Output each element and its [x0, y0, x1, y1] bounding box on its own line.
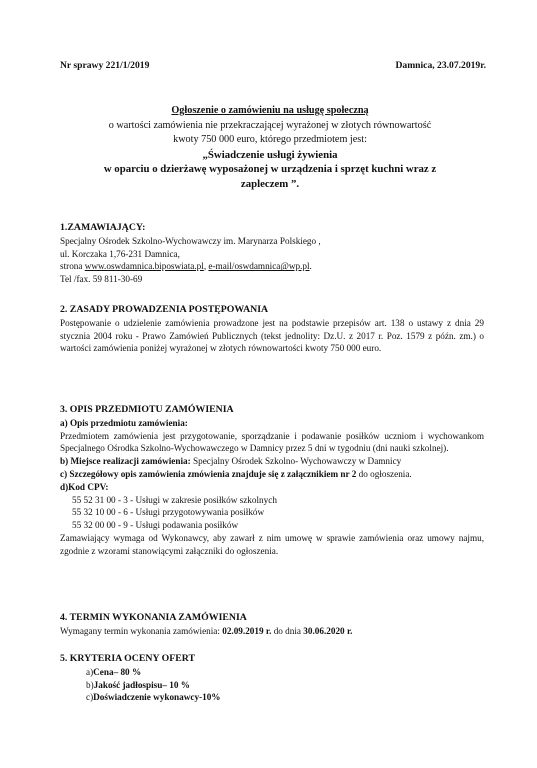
cpv-code: 55 32 10 00 - 6 - — [72, 507, 136, 518]
title-line-1: Ogłoszenie o zamówieniu na usługę społeczną — [171, 105, 369, 116]
criterion-weight: – 10 % — [162, 679, 190, 690]
term-to: 30.06.2020 r. — [303, 625, 353, 636]
criterion-prefix: a) — [86, 666, 94, 677]
execution-term — [60, 625, 484, 638]
case-number: Nr sprawy 221/1/2019 — [60, 60, 150, 71]
detailed-description — [60, 468, 484, 481]
criterion-prefix: b) — [86, 679, 94, 690]
authority-name: Specjalny Ośrodek Szkolno-Wychowawczy im. Marynarza Polskiego , — [60, 235, 321, 246]
web-end: . — [309, 261, 312, 272]
criterion-item — [60, 679, 484, 692]
place-of-execution — [60, 455, 484, 468]
criterion-weight: – 80 % — [113, 666, 142, 677]
criterion-label: Jakość jadłospisu — [93, 679, 163, 690]
criterion-prefix: c) — [86, 692, 94, 703]
section-2-heading: 2. ZASADY PROWADZENIA POSTĘPOWANIA — [60, 304, 269, 315]
title-line-2: o wartości zamówienia nie przekraczającej wyrażonej w złotych równowartość — [108, 119, 432, 131]
section-3-heading: 3. OPIS PRZEDMIOTU ZAMÓWIENIA — [60, 404, 234, 415]
announcement-title — [40, 104, 500, 192]
place-date: Damnica, 23.07.2019r. — [395, 60, 486, 71]
procedure-text: Postępowanie o udzielenie zamówienia prowadzone jest na podstawie przepisów art. 138 o ustawy z dnia 29 stycznia 2004 roku - Prawo Zamówień Publicznych (tekst jednolity: Dz.U. z 2017 r. Poz. 1579 z późn. zm.) o wartości zamówienia poniżej wyrażonej w złotych równowartości kwoty 750 000 euro. — [60, 317, 484, 354]
section-4-heading: 4. TERMIN WYKONANIA ZAMÓWIENIA — [60, 612, 247, 623]
cpv-item — [60, 519, 484, 532]
place-text: Specjalny Ośrodek Szkolno- Wychowawczy w Damnicy — [193, 456, 402, 467]
section-contracting-authority — [60, 222, 484, 286]
authority-phone: Tel /fax. 59 811-30-69 — [60, 274, 143, 285]
email-link[interactable]: e-mail/oswdamnica@wp.pl — [208, 261, 310, 272]
detailed-tail: do ogłoszenia. — [358, 468, 412, 479]
subject-text: Przedmiotem zamówienia jest przygotowanie, sporządzanie i podawanie posiłków uczniom i wychowankom Specjalnego Ośrodka Szkolno-Wychowawczego w Damnicy przez 5 dni w tygodniu (dni nauki szkolnej). — [60, 430, 484, 454]
cpv-label: d)Kod CPV: — [60, 481, 109, 492]
section-1-heading: 1.ZAMAWIAJĄCY: — [60, 222, 146, 233]
title-line-5: w oparciu o dzierżawę wyposażonej w urządzenia i sprzęt kuchni wraz z — [103, 163, 437, 176]
section-5-heading: 5. KRYTERIA OCENY OFERT — [60, 653, 196, 664]
term-prefix: Wymagany termin wykonania zamówienia: — [60, 625, 223, 636]
subject-label: a) Opis przedmiotu zamówienia: — [60, 417, 188, 428]
web-sep: , — [203, 261, 209, 272]
criterion-label: Doświadczenie wykonawcy — [93, 692, 200, 703]
cpv-desc: Usługi w zakresie posiłków szkolnych — [135, 494, 277, 505]
authority-address: ul. Korczaka 1,76-231 Damnica, — [60, 248, 180, 259]
term-from: 02.09.2019 r. — [222, 625, 272, 636]
title-line-6: zapleczem ”. — [240, 177, 300, 190]
cpv-code: 55 32 00 00 - 9 - — [72, 520, 136, 531]
criterion-weight: -10% — [199, 692, 221, 703]
cpv-desc: Usługi podawania posiłków — [135, 520, 239, 531]
contract-requirement: Zamawiający wymaga od Wykonawcy, aby zawarł z nim umowę w sprawie zamówienia oraz umowy najmu, zgodnie z wzorami stanowiącymi załączniki do ogłoszenia. — [60, 532, 484, 556]
detailed-text: c) Szczegółowy opis zamówienia zmówienia znajduje się z załącznikiem nr 2 — [60, 468, 359, 479]
cpv-item — [60, 506, 484, 519]
title-line-4: „Świadczenie usługi żywienia — [202, 148, 338, 161]
authority-web — [60, 260, 484, 273]
cpv-code: 55 52 31 00 - 3 - — [72, 494, 136, 505]
cpv-desc: Usługi przygotowywania posiłków — [135, 507, 265, 518]
title-line-3: kwoty 750 000 euro, którego przedmiotem jest: — [173, 134, 367, 146]
cpv-item — [60, 494, 484, 507]
section-subject-description — [60, 404, 484, 558]
criterion-item — [60, 666, 484, 679]
section-procedure-rules — [60, 304, 484, 355]
web-prefix: strona — [60, 261, 85, 272]
criterion-item — [60, 691, 484, 704]
term-mid: do dnia — [271, 625, 304, 636]
place-label: b) Miejsce realizacji zamówienia: — [60, 456, 193, 467]
website-link[interactable]: www.oswdamnica.biposwiata.pl — [84, 261, 204, 272]
section-execution-term — [60, 612, 484, 638]
section-evaluation-criteria — [60, 653, 484, 704]
criterion-label: Cena — [93, 666, 114, 677]
